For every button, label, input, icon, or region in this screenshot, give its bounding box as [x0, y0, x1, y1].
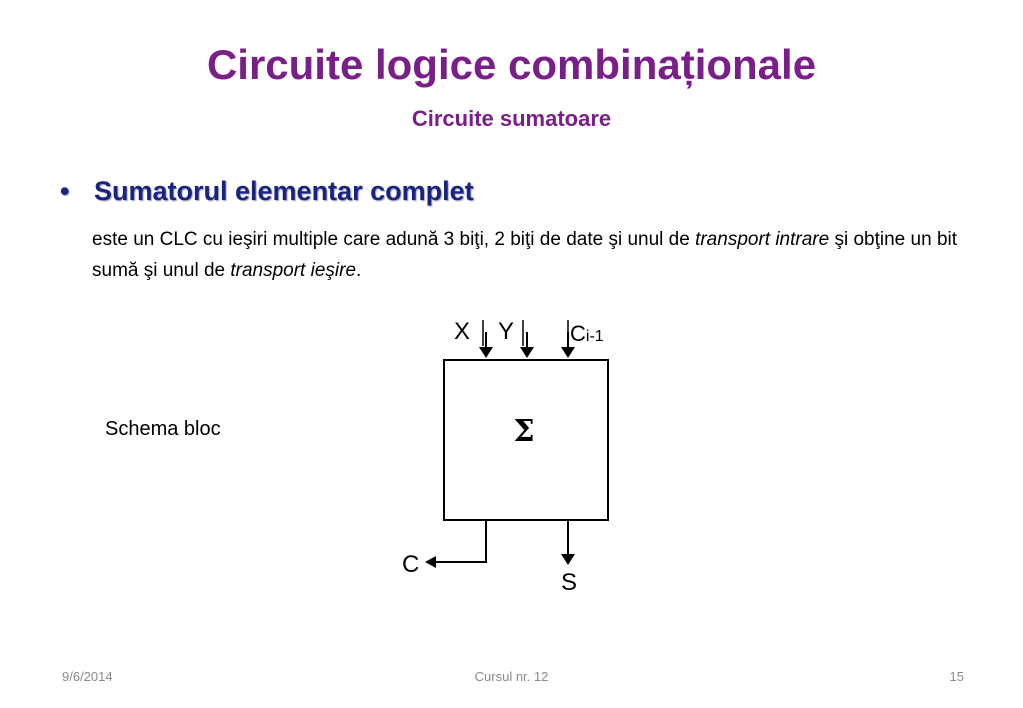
paragraph-text-1: este un CLC cu ieşiri multiple care adună 3 biţi, 2 biţi de date şi unul de — [92, 229, 696, 250]
input-y-label: Y — [498, 318, 515, 345]
sum-out-arrow-icon — [561, 554, 575, 565]
footer-date: 9/6/2014 — [62, 669, 113, 684]
adder-block-diagram — [380, 310, 640, 600]
input-carry-arrow-icon — [561, 347, 575, 358]
input-x-label: X — [454, 318, 471, 345]
paragraph-emphasis-1: transport intrare — [695, 229, 830, 250]
sum-out-label: S — [561, 569, 578, 596]
input-x-arrow-icon — [479, 347, 493, 358]
footer-page-number: 15 — [949, 669, 964, 684]
input-carry-label: Ci-1 — [570, 321, 604, 346]
slide-subtitle: Circuite sumatoare — [411, 106, 612, 131]
paragraph-emphasis-2: transport ieşire — [230, 260, 357, 281]
bullet-marker: • — [60, 176, 70, 206]
sigma-symbol: Σ — [513, 414, 535, 449]
carry-out-wire — [436, 520, 486, 562]
footer-course: Cursul nr. 12 — [474, 669, 549, 684]
bullet-heading: Sumatorul elementar complet — [94, 176, 474, 206]
schema-label: Schema bloc — [105, 418, 221, 440]
carry-out-arrow-icon — [425, 556, 436, 568]
slide-title: Circuite logice combinaționale — [206, 41, 817, 88]
description-paragraph — [92, 224, 972, 286]
paragraph-text-2: şi obţine un bit sumă şi unul de — [92, 229, 958, 281]
input-y-arrow-icon — [520, 347, 534, 358]
paragraph-text-3: . — [356, 260, 362, 281]
bullet-heading-row — [60, 176, 474, 207]
carry-out-label: C — [402, 551, 420, 578]
